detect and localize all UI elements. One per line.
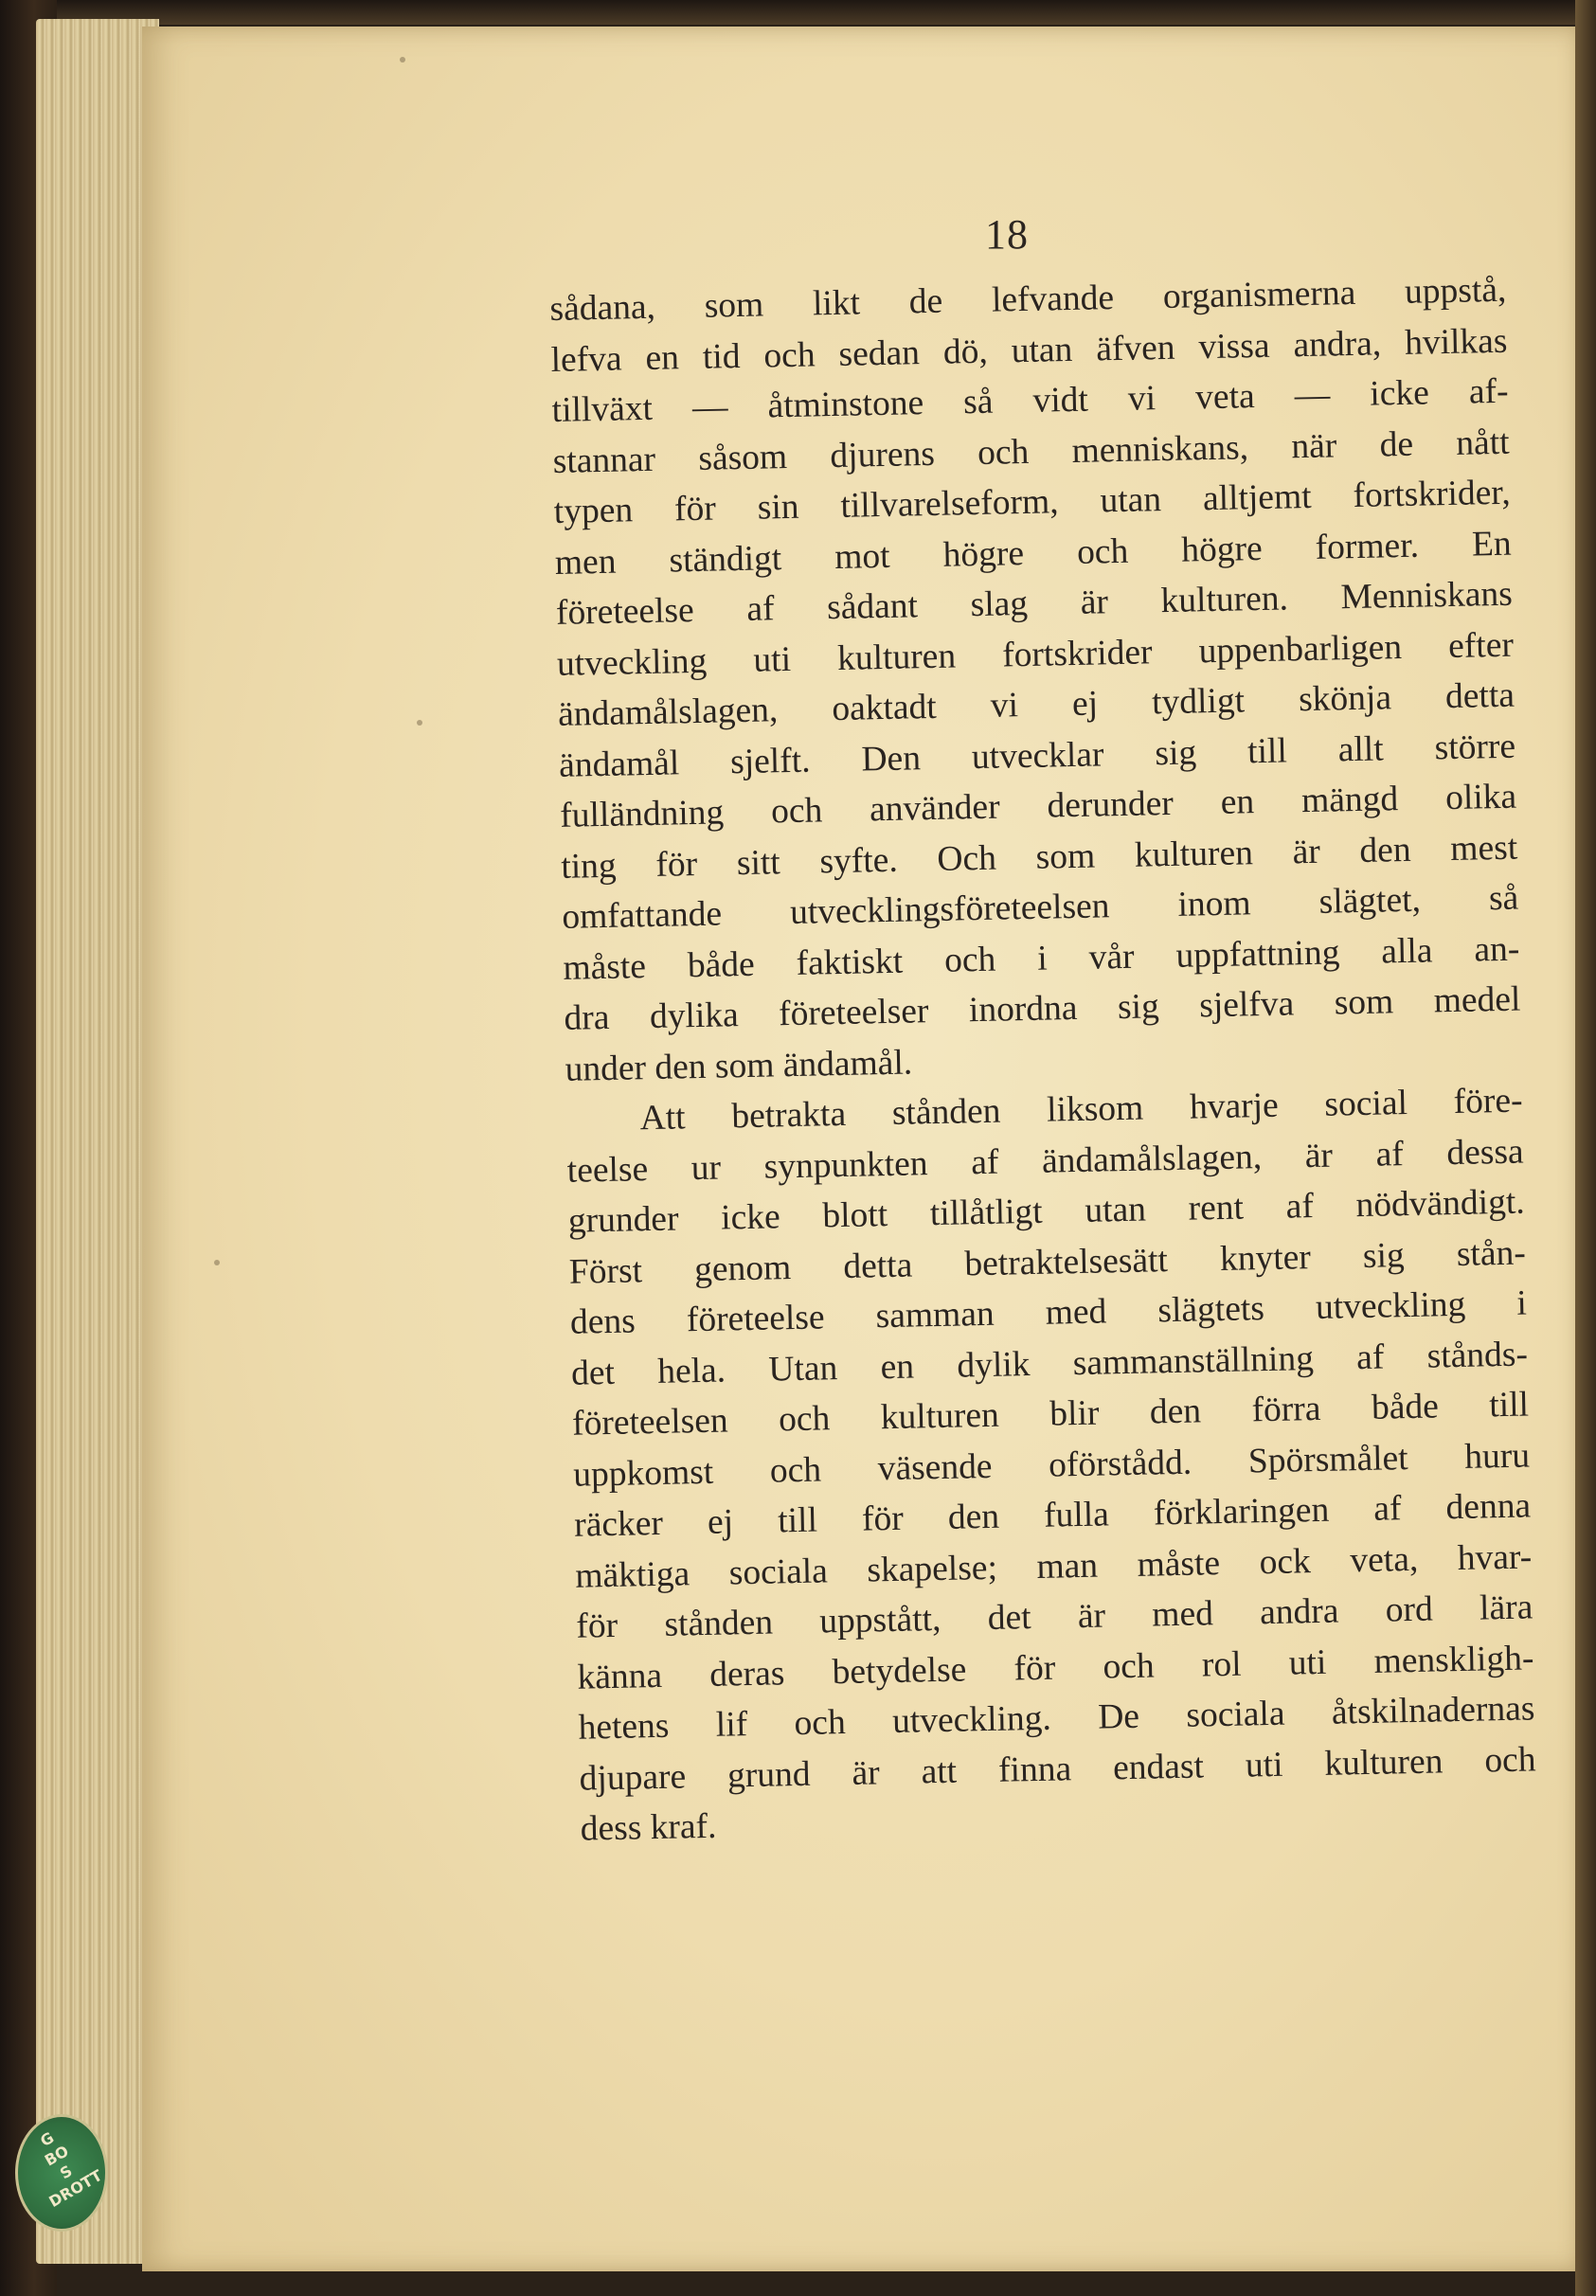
text-line: grunder icke blott tillåtligt utan rent af nödvändigt. xyxy=(567,1182,1526,1241)
text-line: omfattande utvecklingsföreteelsen inom slägtet, så xyxy=(562,878,1519,937)
text-line: känna deras betydelse för och rol uti menskligh- xyxy=(577,1638,1534,1697)
library-stamp-text: G BO S DROTT xyxy=(37,2128,106,2212)
paper-speck xyxy=(214,1260,220,1265)
text-line: djupare grund är att finna endast uti kulturen och xyxy=(579,1739,1536,1799)
text-line: dra dylika företeelser inordna sig sjelfva som medel xyxy=(564,979,1521,1038)
text-line: utveckling uti kulturen fortskrider uppenbarligen efter xyxy=(556,625,1515,684)
paragraph-2 xyxy=(565,1076,1537,1856)
text-line: Att betrakta stånden liksom hvarje social före- xyxy=(639,1081,1523,1139)
text-line: mäktiga sociala skapelse; man måste ock veta, hvar- xyxy=(574,1536,1533,1596)
text-line: fulländning och använder derunder en mängd olika xyxy=(559,777,1517,835)
text-line: för stånden uppstått, det är med andra ord lära xyxy=(576,1587,1533,1646)
text-line: måste både faktiskt och i vår uppfattning alla an- xyxy=(563,929,1520,988)
text-line: hetens lif och utveckling. De sociala åtskilnadernas xyxy=(578,1689,1535,1748)
text-line: under den som ändamål. xyxy=(565,1042,913,1089)
text-line: tillväxt — åtminstone så vidt vi veta — icke af- xyxy=(551,371,1509,430)
text-line: ändamål sjelft. Den utvecklar sig till allt större xyxy=(558,726,1516,785)
page-edges xyxy=(36,19,159,2264)
text-line: sådana, som likt de lefvande organismerna uppstå, xyxy=(549,270,1507,329)
text-line: men ständigt mot högre och högre former. En xyxy=(554,524,1513,583)
text-line: ändamålslagen, oaktadt vi ej tydligt skönja detta xyxy=(557,675,1515,734)
text-line: företeelsen och kulturen blir den förra både till xyxy=(571,1385,1530,1444)
text-line: det hela. Utan en dylik sammanställning af stånds- xyxy=(570,1335,1529,1393)
paragraph-1 xyxy=(549,265,1522,1095)
book-cover-top xyxy=(0,0,1596,25)
text-line: typen för sin tillvarelseform, utan alltjemt fortskrider, xyxy=(553,473,1512,531)
library-stamp xyxy=(15,2114,108,2232)
text-line: stannar såsom djurens och menniskans, när de nått xyxy=(552,422,1510,481)
text-line: dess kraf. xyxy=(580,1806,717,1849)
text-line: teelse ur synpunkten af ändamålslagen, är af dessa xyxy=(566,1132,1524,1191)
paper-speck xyxy=(417,720,422,726)
text-line: dens företeelse samman med slägtets utveckling i xyxy=(569,1283,1528,1342)
text-line: ting för sitt syfte. Och som kulturen är den mest xyxy=(560,828,1518,887)
text-line: Först genom detta betraktelsesätt knyter sig stån- xyxy=(568,1233,1527,1292)
text-line: räcker ej till för den fulla förklaringen af denna xyxy=(573,1486,1532,1545)
text-line: lefva en tid och sedan dö, utan äfven vissa andra, hvilkas xyxy=(550,321,1508,380)
paper-speck xyxy=(400,57,405,63)
page-number: 18 xyxy=(985,211,1029,258)
text-line: uppkomst och väsende oförstådd. Spörsmålet huru xyxy=(572,1435,1531,1495)
text-line: företeelse af sådant slag är kulturen. Menniskans xyxy=(555,574,1514,633)
book-cover-right xyxy=(1575,0,1596,2296)
body-text xyxy=(549,265,1537,1855)
